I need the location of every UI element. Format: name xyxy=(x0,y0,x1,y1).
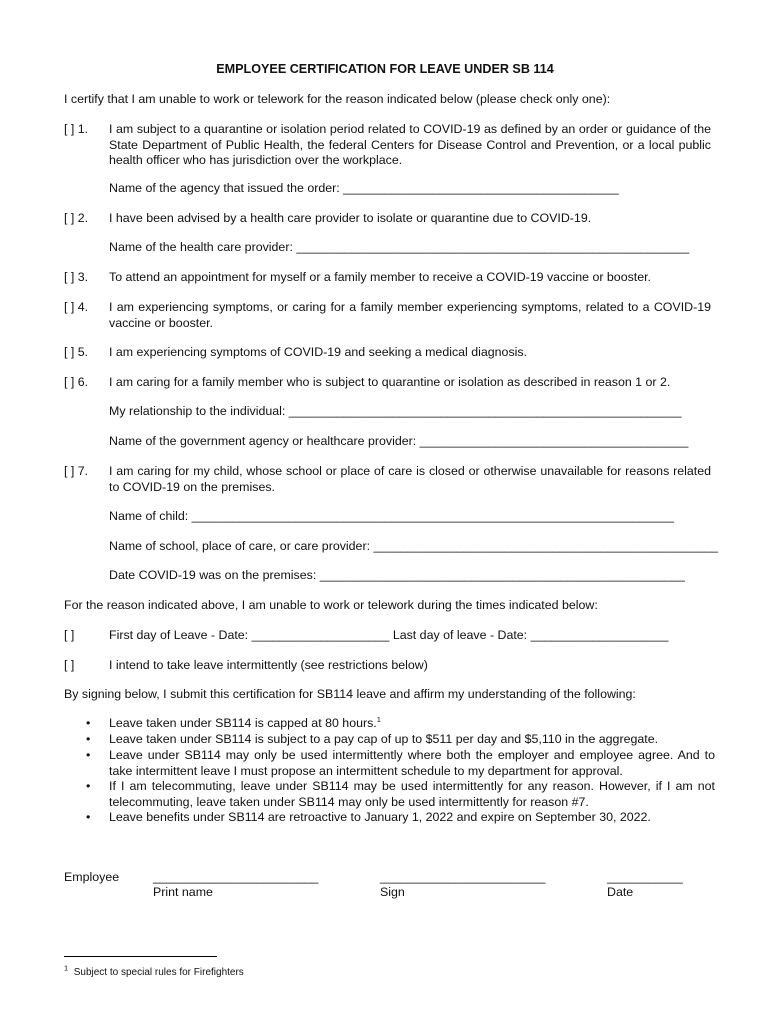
bullet-5-marker: • xyxy=(86,810,91,824)
footnote xyxy=(64,965,244,981)
bullet-2-text: Leave taken under SB114 is subject to a pay cap of up to $511 per day and $5,110 in the aggregate. xyxy=(109,732,659,746)
bullet-4-text: If I am telecommuting, leave under SB114 may be used intermittently for any reason. However, if I am not telecommuting, leave taken under SB114 may only be used intermittently for reason #7. xyxy=(109,779,715,809)
date-line[interactable]: ___________ xyxy=(607,870,683,884)
intermittent-text: I intend to take leave intermittently (see restrictions below) xyxy=(109,658,428,672)
affirm-intro-text: By signing below, I submit this certification for SB114 leave and affirm my understanding of the following: xyxy=(64,687,636,701)
health-care-provider-field[interactable]: Name of the health care provider: _________________________________________________________ xyxy=(109,240,690,254)
leave-dates-field[interactable]: First day of Leave - Date: ____________________ Last day of leave - Date: ____________________ xyxy=(109,628,669,642)
reason-1-checkbox[interactable]: [ ] 1. xyxy=(64,122,89,136)
reason-6-checkbox[interactable]: [ ] 6. xyxy=(64,375,89,389)
bullet-3-text: Leave under SB114 may only be used intermittently where both the employer and employee agree. And to take intermittent leave I must propose an intermittent schedule to my department for approval. xyxy=(109,748,715,778)
intermittent-checkbox[interactable]: [ ] xyxy=(64,658,75,672)
bullet-1-content: Leave taken under SB114 is capped at 80 hours. xyxy=(109,716,377,730)
reason-3-checkbox[interactable]: [ ] 3. xyxy=(64,270,89,284)
sign-label: Sign xyxy=(380,885,405,899)
relationship-field[interactable]: My relationship to the individual: _________________________________________________________ xyxy=(109,404,682,418)
bullet-2-marker: • xyxy=(86,732,91,746)
footnote-marker: 1 xyxy=(376,714,381,724)
sign-line[interactable]: ________________________ xyxy=(380,870,546,884)
reason-5-text: I am experiencing symptoms of COVID-19 and seeking a medical diagnosis. xyxy=(109,345,528,359)
footnote-number: 1 xyxy=(64,963,69,973)
times-intro-text: For the reason indicated above, I am unable to work or telework during the times indicated below: xyxy=(64,598,598,612)
government-agency-field[interactable]: Name of the government agency or healthcare provider: _______________________________________ xyxy=(109,434,689,448)
reason-4-text: I am experiencing symptoms, or caring for a family member experiencing symptoms, related to a COVID-19 vaccine or booster. xyxy=(109,300,711,330)
child-name-field[interactable]: Name of child: ______________________________________________________________________ xyxy=(109,509,675,523)
reason-2-checkbox[interactable]: [ ] 2. xyxy=(64,211,89,225)
covid-date-field[interactable]: Date COVID-19 was on the premises: _____________________________________________________ xyxy=(109,568,685,582)
school-name-field[interactable]: Name of school, place of care, or care provider: __________________________________________________ xyxy=(109,539,719,553)
reason-2-text: I have been advised by a health care provider to isolate or quarantine due to COVID-19. xyxy=(109,211,592,225)
bullet-5-text: Leave benefits under SB114 are retroactive to January 1, 2022 and expire on September 30, 2022. xyxy=(109,810,651,824)
bullet-3-marker: • xyxy=(86,748,91,762)
reason-7-text: I am caring for my child, whose school or place of care is closed or otherwise unavailable for reasons related to COVID-19 on the premises. xyxy=(109,464,711,494)
reason-3-text: To attend an appointment for myself or a family member to receive a COVID-19 vaccine or booster. xyxy=(109,270,651,284)
reason-1-text: I am subject to a quarantine or isolation period related to COVID-19 as defined by an order or guidance of the State Department of Public Health, the federal Centers for Disease Control and Prevention, or a local public health officer who has jurisdiction over the workplace. xyxy=(109,122,711,167)
print-name-label: Print name xyxy=(153,885,213,899)
agency-order-field[interactable]: Name of the agency that issued the order: ________________________________________ xyxy=(109,181,619,195)
footnote-divider xyxy=(64,956,217,957)
date-label: Date xyxy=(607,885,634,899)
bullet-4-marker: • xyxy=(86,779,91,793)
employee-label: Employee xyxy=(64,870,120,884)
leave-dates-checkbox[interactable]: [ ] xyxy=(64,628,75,642)
reason-5-checkbox[interactable]: [ ] 5. xyxy=(64,345,89,359)
bullet-1-text xyxy=(109,716,715,732)
reason-7-checkbox[interactable]: [ ] 7. xyxy=(64,464,89,478)
footnote-text: Subject to special rules for Firefighters xyxy=(73,967,244,978)
intro-text: I certify that I am unable to work or telework for the reason indicated below (please check only one): xyxy=(64,92,611,106)
print-name-line[interactable]: ________________________ xyxy=(153,870,319,884)
bullet-1-marker: • xyxy=(86,716,91,730)
reason-4-checkbox[interactable]: [ ] 4. xyxy=(64,300,89,314)
reason-6-text: I am caring for a family member who is subject to quarantine or isolation as described in reason 1 or 2. xyxy=(109,375,671,389)
document-title: EMPLOYEE CERTIFICATION FOR LEAVE UNDER SB 114 xyxy=(216,62,554,76)
